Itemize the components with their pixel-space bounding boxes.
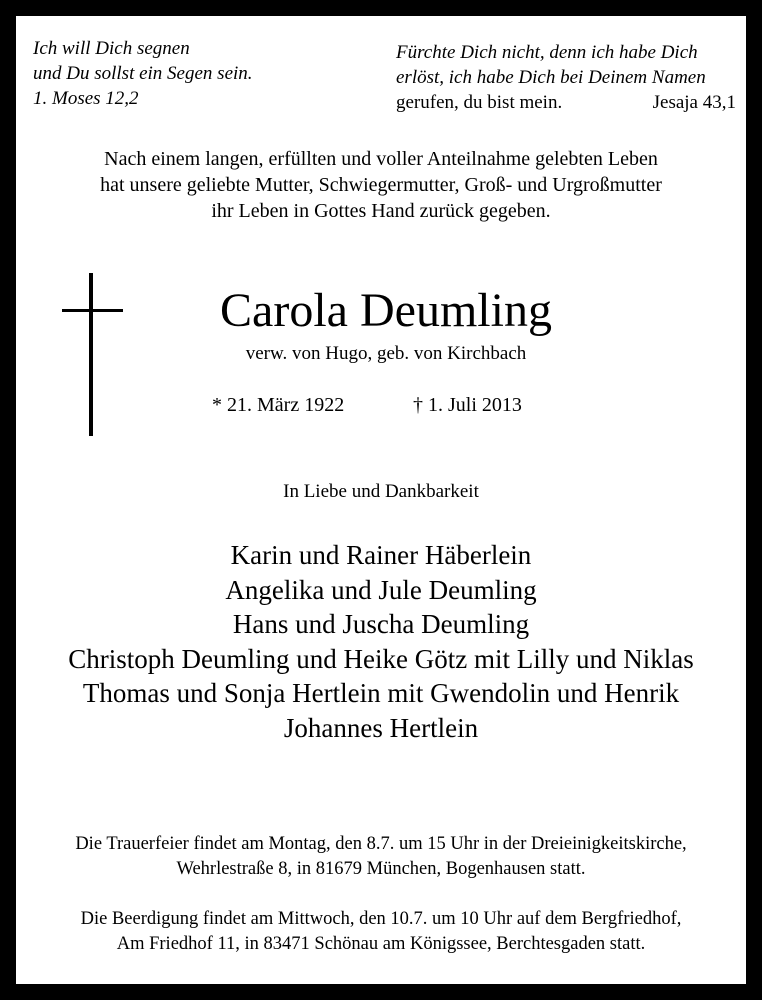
verse-right-line: erlöst, ich habe Dich bei Deinem Namen	[396, 67, 706, 88]
notice-line: Am Friedhof 11, in 83471 Schönau am Königssee, Berchtesgaden statt.	[116, 934, 646, 954]
dedication: In Liebe und Dankbarkeit	[283, 481, 479, 502]
family-member: Christoph Deumling und Heike Götz mit Lilly und Niklas	[68, 643, 694, 674]
intro-line: hat unsere geliebte Mutter, Schwiegermutter, Groß- und Urgroßmutter	[100, 174, 662, 196]
verse-left-line: Ich will Dich segnen	[33, 38, 190, 59]
verse-right-last-line: gerufen, du bist mein.	[396, 92, 563, 113]
family-member: Angelika und Jule Deumling	[225, 574, 537, 605]
latin-cross-icon	[89, 273, 93, 436]
verse-right-last-row	[396, 90, 736, 115]
deceased-name: Carola Deumling	[220, 284, 552, 337]
obituary-card	[16, 16, 746, 984]
latin-cross-icon-bar	[62, 309, 123, 312]
verse-right	[396, 40, 736, 115]
funeral-service-notice	[16, 832, 746, 882]
notice-line: Wehrlestraße 8, in 81679 München, Bogenhausen statt.	[176, 859, 586, 879]
birth-date: * 21. März 1922	[212, 394, 345, 416]
verse-left-line: und Du sollst ein Segen sein.	[33, 63, 253, 84]
burial-notice	[16, 907, 746, 957]
verse-right-reference: Jesaja 43,1	[652, 92, 736, 113]
family-member: Johannes Hertlein	[283, 712, 479, 743]
verse-right-line: Fürchte Dich nicht, denn ich habe Dich	[396, 42, 698, 63]
death-date: † 1. Juli 2013	[413, 394, 522, 416]
intro-line: ihr Leben in Gottes Hand zurück gegeben.	[211, 200, 551, 222]
verse-left	[33, 36, 253, 111]
notice-line: Die Trauerfeier findet am Montag, den 8.7. um 15 Uhr in der Dreieinigkeitskirche,	[75, 834, 687, 854]
family-member: Hans und Juscha Deumling	[232, 609, 530, 640]
family-member: Karin und Rainer Häberlein	[230, 540, 532, 570]
deceased-maiden-name: verw. von Hugo, geb. von Kirchbach	[245, 343, 527, 364]
notice-line: Die Beerdigung findet am Mittwoch, den 10.7. um 10 Uhr auf dem Bergfriedhof,	[80, 909, 682, 929]
intro-text	[16, 146, 746, 224]
intro-line: Nach einem langen, erfüllten und voller Anteilnahme gelebten Leben	[104, 148, 658, 170]
family-list	[16, 538, 746, 746]
verse-left-reference: 1. Moses 12,2	[33, 88, 139, 109]
family-member: Thomas und Sonja Hertlein mit Gwendolin und Henrik	[82, 678, 680, 709]
